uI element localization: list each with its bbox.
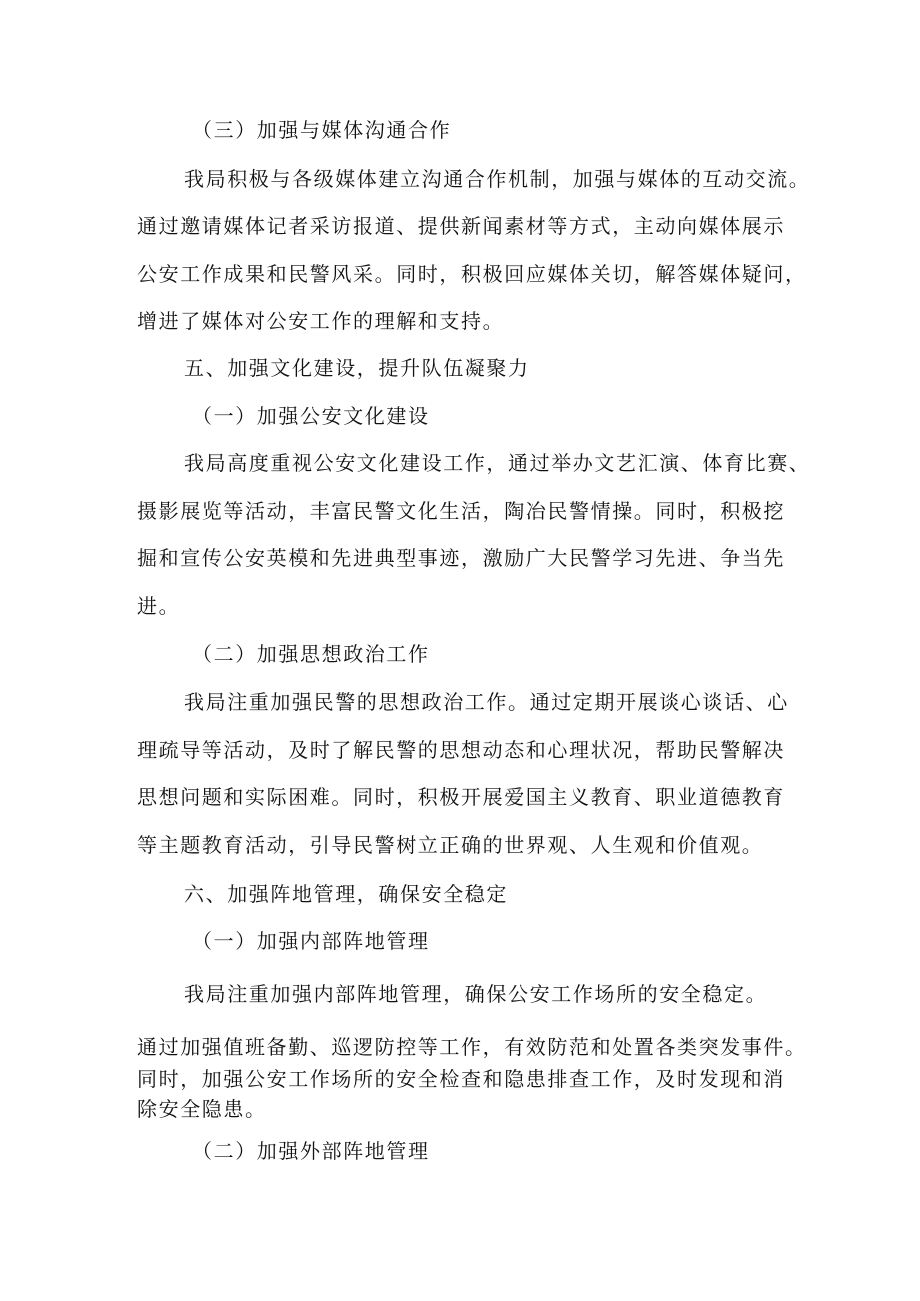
paragraph-line: 通过加强值班备勤、巡逻防控等工作，有效防范和处置各类突发事件。 xyxy=(137,1035,807,1059)
paragraph-line: 公安工作成果和民警风采。同时，积极回应媒体关切，解答媒体疑问， xyxy=(137,262,807,286)
section-heading: （一）加强公安文化建设 xyxy=(192,404,430,428)
paragraph-line: 增进了媒体对公安工作的理解和支持。 xyxy=(137,309,505,333)
section-heading: （二）加强思想政治工作 xyxy=(192,642,430,666)
chapter-heading: 五、加强文化建设，提升队伍凝聚力 xyxy=(184,356,530,380)
paragraph-line: 除安全隐患。 xyxy=(137,1097,267,1121)
paragraph-line: 我局注重加强民警的思想政治工作。通过定期开展谈心谈话、心 xyxy=(184,690,789,714)
paragraph-line: 我局积极与各级媒体建立沟通合作机制，加强与媒体的互动交流。 xyxy=(184,167,811,191)
paragraph-line: 思想问题和实际困难。同时，积极开展爱国主义教育、职业道德教育 xyxy=(137,785,785,809)
chapter-heading: 六、加强阵地管理，确保安全稳定 xyxy=(184,882,508,906)
paragraph-line: 同时，加强公安工作场所的安全检查和隐患排查工作，及时发现和消 xyxy=(137,1067,785,1091)
paragraph-line: 我局高度重视公安文化建设工作，通过举办文艺汇演、体育比赛、 xyxy=(184,451,811,475)
paragraph-line: 等主题教育活动，引导民警树立正确的世界观、人生观和价值观。 xyxy=(137,833,764,857)
section-heading: （三）加强与媒体沟通合作 xyxy=(192,118,452,142)
section-heading: （一）加强内部阵地管理 xyxy=(192,929,430,953)
paragraph-line: 我局注重加强内部阵地管理，确保公安工作场所的安全稳定。 xyxy=(184,982,768,1006)
paragraph-line: 进。 xyxy=(137,594,181,618)
paragraph-line: 摄影展览等活动，丰富民警文化生活，陶冶民警情操。同时，积极挖 xyxy=(137,499,785,523)
paragraph-line: 掘和宣传公安英模和先进典型事迹，激励广大民警学习先进、争当先 xyxy=(137,546,785,570)
paragraph-line: 理疏导等活动，及时了解民警的思想动态和心理状况，帮助民警解决 xyxy=(137,738,785,762)
paragraph-line: 通过邀请媒体记者采访报道、提供新闻素材等方式，主动向媒体展示 xyxy=(137,214,785,238)
section-heading: （二）加强外部阵地管理 xyxy=(192,1139,430,1163)
